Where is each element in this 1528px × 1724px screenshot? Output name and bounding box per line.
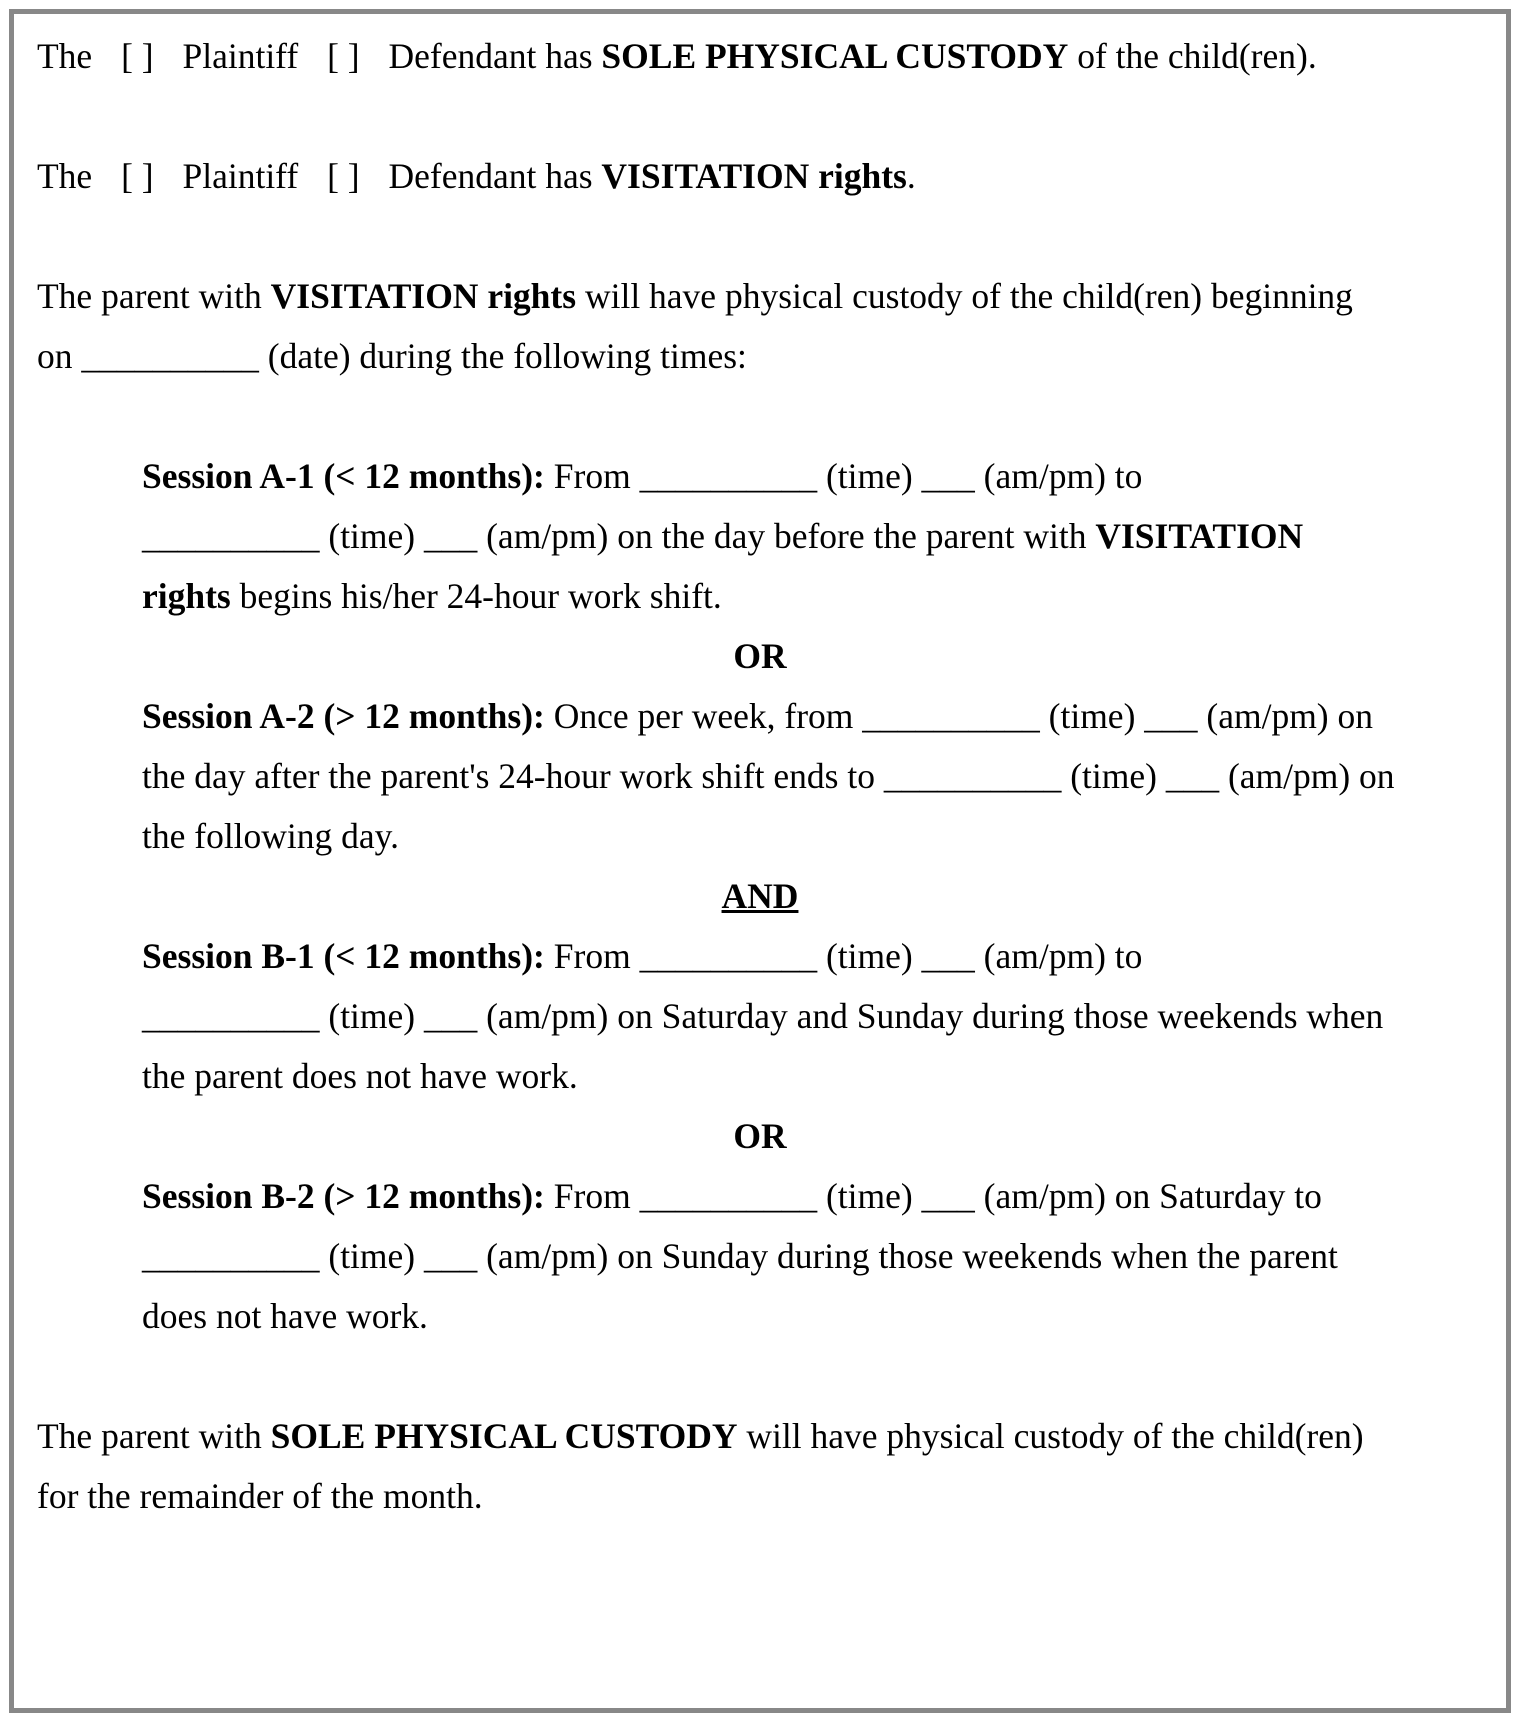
- or-label: OR: [733, 1116, 787, 1156]
- session-a1-from-text: From __________ (time) ___ (am/pm) to: [553, 456, 1143, 496]
- session-a1-line-3: [142, 574, 722, 618]
- the-text: The: [37, 36, 93, 76]
- session-b2-from-text: From __________ (time) ___ (am/pm) on Saturday to: [553, 1176, 1322, 1216]
- session-b1-from-text: From __________ (time) ___ (am/pm) to: [553, 936, 1143, 976]
- session-b2-line-1[interactable]: [142, 1174, 1322, 1218]
- remainder-statement-line-1: [37, 1414, 1364, 1458]
- session-a2-line-3: [142, 814, 399, 858]
- visitation-rights-term: VISITATION rights: [270, 276, 577, 316]
- text-segment: the following day.: [142, 816, 399, 856]
- and-divider: [14, 874, 1506, 918]
- statement-tail: .: [906, 156, 916, 196]
- text-segment: for the remainder of the month.: [37, 1476, 483, 1516]
- session-b2-line-2[interactable]: [142, 1234, 1338, 1278]
- defendant-checkbox[interactable]: [ ]: [327, 156, 360, 196]
- session-b2-line-3: [142, 1294, 428, 1338]
- session-a2-line-2[interactable]: [142, 754, 1395, 798]
- or-label: OR: [733, 636, 787, 676]
- session-a2-line-1[interactable]: [142, 694, 1373, 738]
- sole-physical-custody-term: SOLE PHYSICAL CUSTODY: [601, 36, 1069, 76]
- and-label: AND: [721, 876, 799, 916]
- start-date-text: on __________ (date) during the following times:: [37, 336, 747, 376]
- defendant-has-text: Defendant has: [388, 156, 593, 196]
- session-a1-label: Session A-1 (< 12 months):: [142, 456, 545, 496]
- plaintiff-checkbox[interactable]: [ ]: [121, 156, 154, 196]
- visitation-rights-statement: [37, 154, 916, 198]
- custody-form-document: [9, 9, 1511, 1713]
- session-a1-line-1[interactable]: [142, 454, 1142, 498]
- session-a2-to-text: the day after the parent's 24-hour work shift ends to __________ (time) ___ (am/pm) on: [142, 756, 1395, 796]
- session-b1-line-3: [142, 1054, 578, 1098]
- text-segment: begins his/her 24-hour work shift.: [239, 576, 722, 616]
- rights-term: rights: [142, 576, 231, 616]
- session-b1-line-1[interactable]: [142, 934, 1142, 978]
- text-segment: The parent with: [37, 276, 262, 316]
- text-segment: will have physical custody of the child(ren) beginning: [584, 276, 1353, 316]
- session-a1-to-text: __________ (time) ___ (am/pm) on the day before the parent with: [142, 516, 1087, 556]
- sole-custody-statement: [37, 34, 1317, 78]
- sole-physical-custody-term: SOLE PHYSICAL CUSTODY: [270, 1416, 738, 1456]
- visitation-start-line-1: [37, 274, 1353, 318]
- session-b1-line-2[interactable]: [142, 994, 1383, 1038]
- plaintiff-label: Plaintiff: [182, 156, 299, 196]
- text-segment: The parent with: [37, 1416, 262, 1456]
- or-divider-b: [14, 1114, 1506, 1158]
- session-a1-line-2[interactable]: [142, 514, 1303, 558]
- visitation-rights-term: VISITATION rights: [601, 156, 907, 196]
- defendant-checkbox[interactable]: [ ]: [327, 36, 360, 76]
- text-segment: does not have work.: [142, 1296, 428, 1336]
- visitation-term: VISITATION: [1095, 516, 1304, 556]
- statement-tail: of the child(ren).: [1077, 36, 1317, 76]
- plaintiff-label: Plaintiff: [182, 36, 299, 76]
- defendant-has-text: Defendant has: [388, 36, 593, 76]
- or-divider-a: [14, 634, 1506, 678]
- text-segment: will have physical custody of the child(ren): [746, 1416, 1364, 1456]
- session-a2-label: Session A-2 (> 12 months):: [142, 696, 545, 736]
- text-segment: the parent does not have work.: [142, 1056, 578, 1096]
- the-text: The: [37, 156, 93, 196]
- plaintiff-checkbox[interactable]: [ ]: [121, 36, 154, 76]
- session-b2-to-text: __________ (time) ___ (am/pm) on Sunday during those weekends when the parent: [142, 1236, 1338, 1276]
- session-a2-from-text: Once per week, from __________ (time) ___ (am/pm) on: [553, 696, 1374, 736]
- session-b1-to-text: __________ (time) ___ (am/pm) on Saturday and Sunday during those weekends when: [142, 996, 1384, 1036]
- session-b2-label: Session B-2 (> 12 months):: [142, 1176, 545, 1216]
- remainder-statement-line-2: [37, 1474, 483, 1518]
- session-b1-label: Session B-1 (< 12 months):: [142, 936, 545, 976]
- visitation-start-date-line[interactable]: [37, 334, 747, 378]
